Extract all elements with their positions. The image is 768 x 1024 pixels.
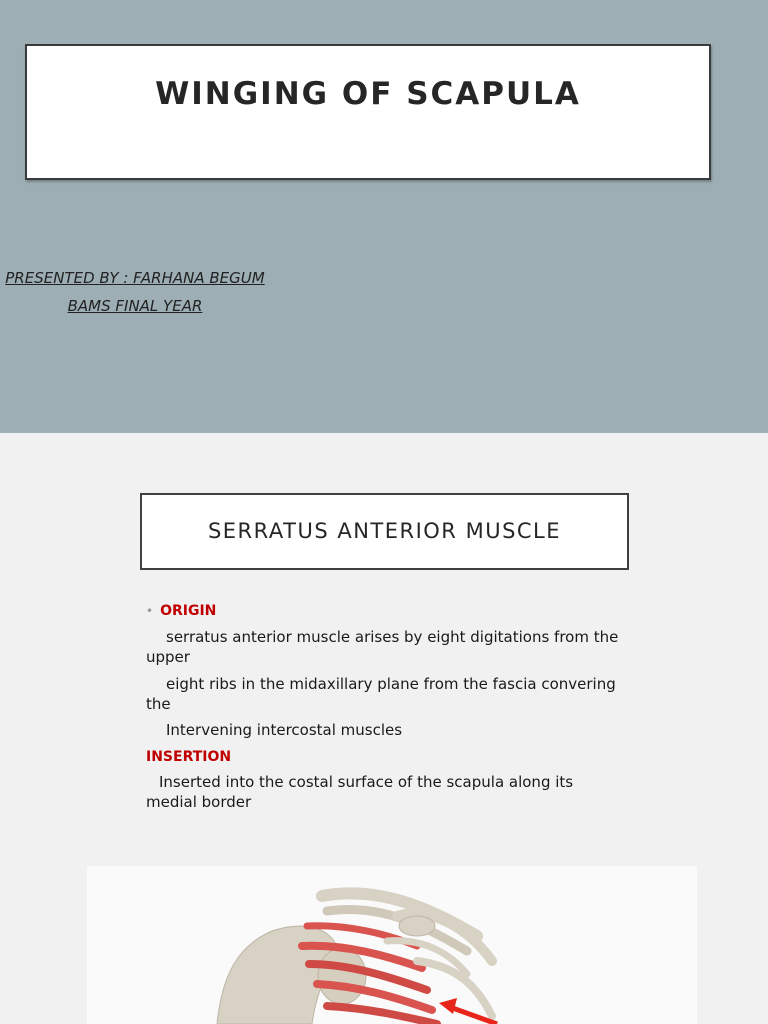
anatomy-illustration-icon: [87, 866, 697, 1024]
origin-line-3: [146, 721, 626, 741]
insertion-line: [146, 773, 626, 812]
origin-label: ORIGIN: [160, 603, 217, 619]
heading-box: [140, 493, 629, 570]
slide-heading: SERRATUS ANTERIOR MUSCLE: [207, 519, 562, 543]
title-box: [25, 44, 711, 180]
arrow-head-icon: [439, 998, 457, 1014]
presenter-course: BAMS FINAL YEAR: [67, 297, 203, 315]
slide-title: WINGING OF SCAPULA: [155, 76, 581, 112]
origin-line-1: [146, 628, 626, 667]
bullet-icon: •: [146, 604, 154, 618]
title-slide: [0, 0, 768, 433]
origin-text-3: Intervening intercostal muscles: [166, 721, 403, 739]
anatomy-figure: [87, 866, 697, 1024]
origin-heading-row: [146, 601, 626, 622]
insertion-heading-row: [146, 747, 626, 768]
presenter-name: PRESENTED BY : FARHANA BEGUM: [5, 269, 265, 287]
insertion-label: INSERTION: [146, 749, 232, 765]
origin-text-2: eight ribs in the midaxillary plane from the fascia convering the: [146, 675, 616, 713]
origin-text-1: serratus anterior muscle arises by eight digitations from the upper: [146, 628, 619, 666]
origin-line-2: [146, 675, 626, 714]
insertion-text: Inserted into the costal surface of the scapula along its medial border: [146, 773, 574, 811]
